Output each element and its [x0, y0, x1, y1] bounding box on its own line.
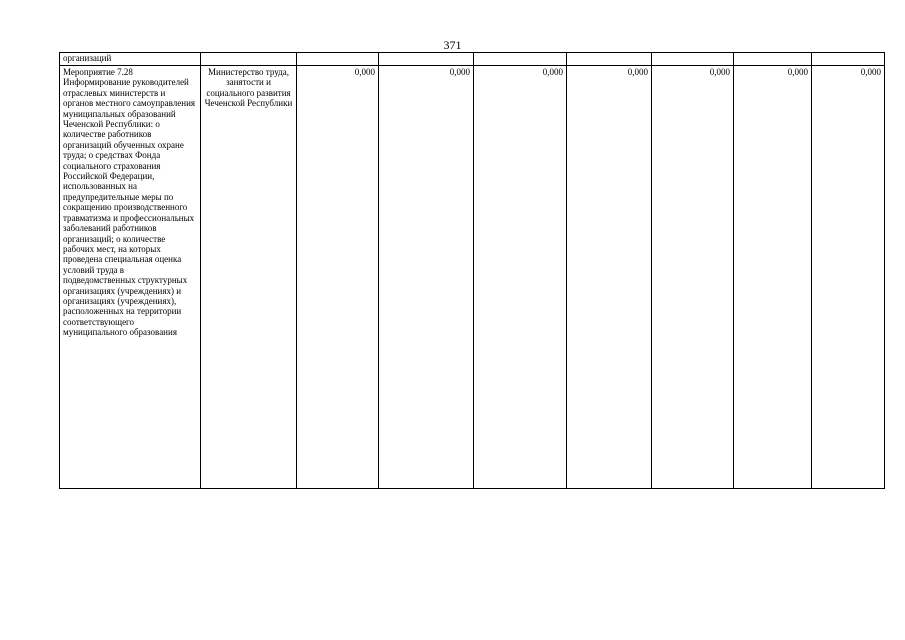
- continued-value-cell: [567, 53, 652, 66]
- value-cell: 0,000: [297, 66, 379, 489]
- value-cell: 0,000: [474, 66, 567, 489]
- program-table: [59, 52, 885, 489]
- table-row-continued: [60, 53, 885, 66]
- measure-name-cell: Мероприятие 7.28 Информирование руководителей отраслевых министерств и органов местного самоуправления муниципальных образований Чеченской Республики: о количестве работников организаций обученных охране труда; о средствах Фонда социального страхования Российской Федерации, использованных на предупредительные меры по сокращению производственного травматизма и профессиональных заболеваний работников организаций; о количестве рабочих мест, на которых проведена специальная оценка условий труда в подведомственных структурных организациях (учреждениях) и организациях (учреждениях), расположенных на территории соответствующего муниципального образования: [60, 66, 201, 489]
- continued-value-cell: [652, 53, 734, 66]
- value-cell: 0,000: [734, 66, 812, 489]
- continued-executor-cell: [201, 53, 297, 66]
- table-row: [60, 66, 885, 489]
- continued-value-cell: [734, 53, 812, 66]
- value-cell: 0,000: [812, 66, 885, 489]
- value-cell: 0,000: [652, 66, 734, 489]
- executor-cell: Министерство труда, занятости и социального развития Чеченской Республики: [201, 66, 297, 489]
- continued-value-cell: [297, 53, 379, 66]
- value-cell: 0,000: [379, 66, 474, 489]
- continued-value-cell: [812, 53, 885, 66]
- continued-name-cell: организаций: [60, 53, 201, 66]
- page-number: 371: [443, 38, 462, 52]
- continued-value-cell: [474, 53, 567, 66]
- value-cell: 0,000: [567, 66, 652, 489]
- continued-value-cell: [379, 53, 474, 66]
